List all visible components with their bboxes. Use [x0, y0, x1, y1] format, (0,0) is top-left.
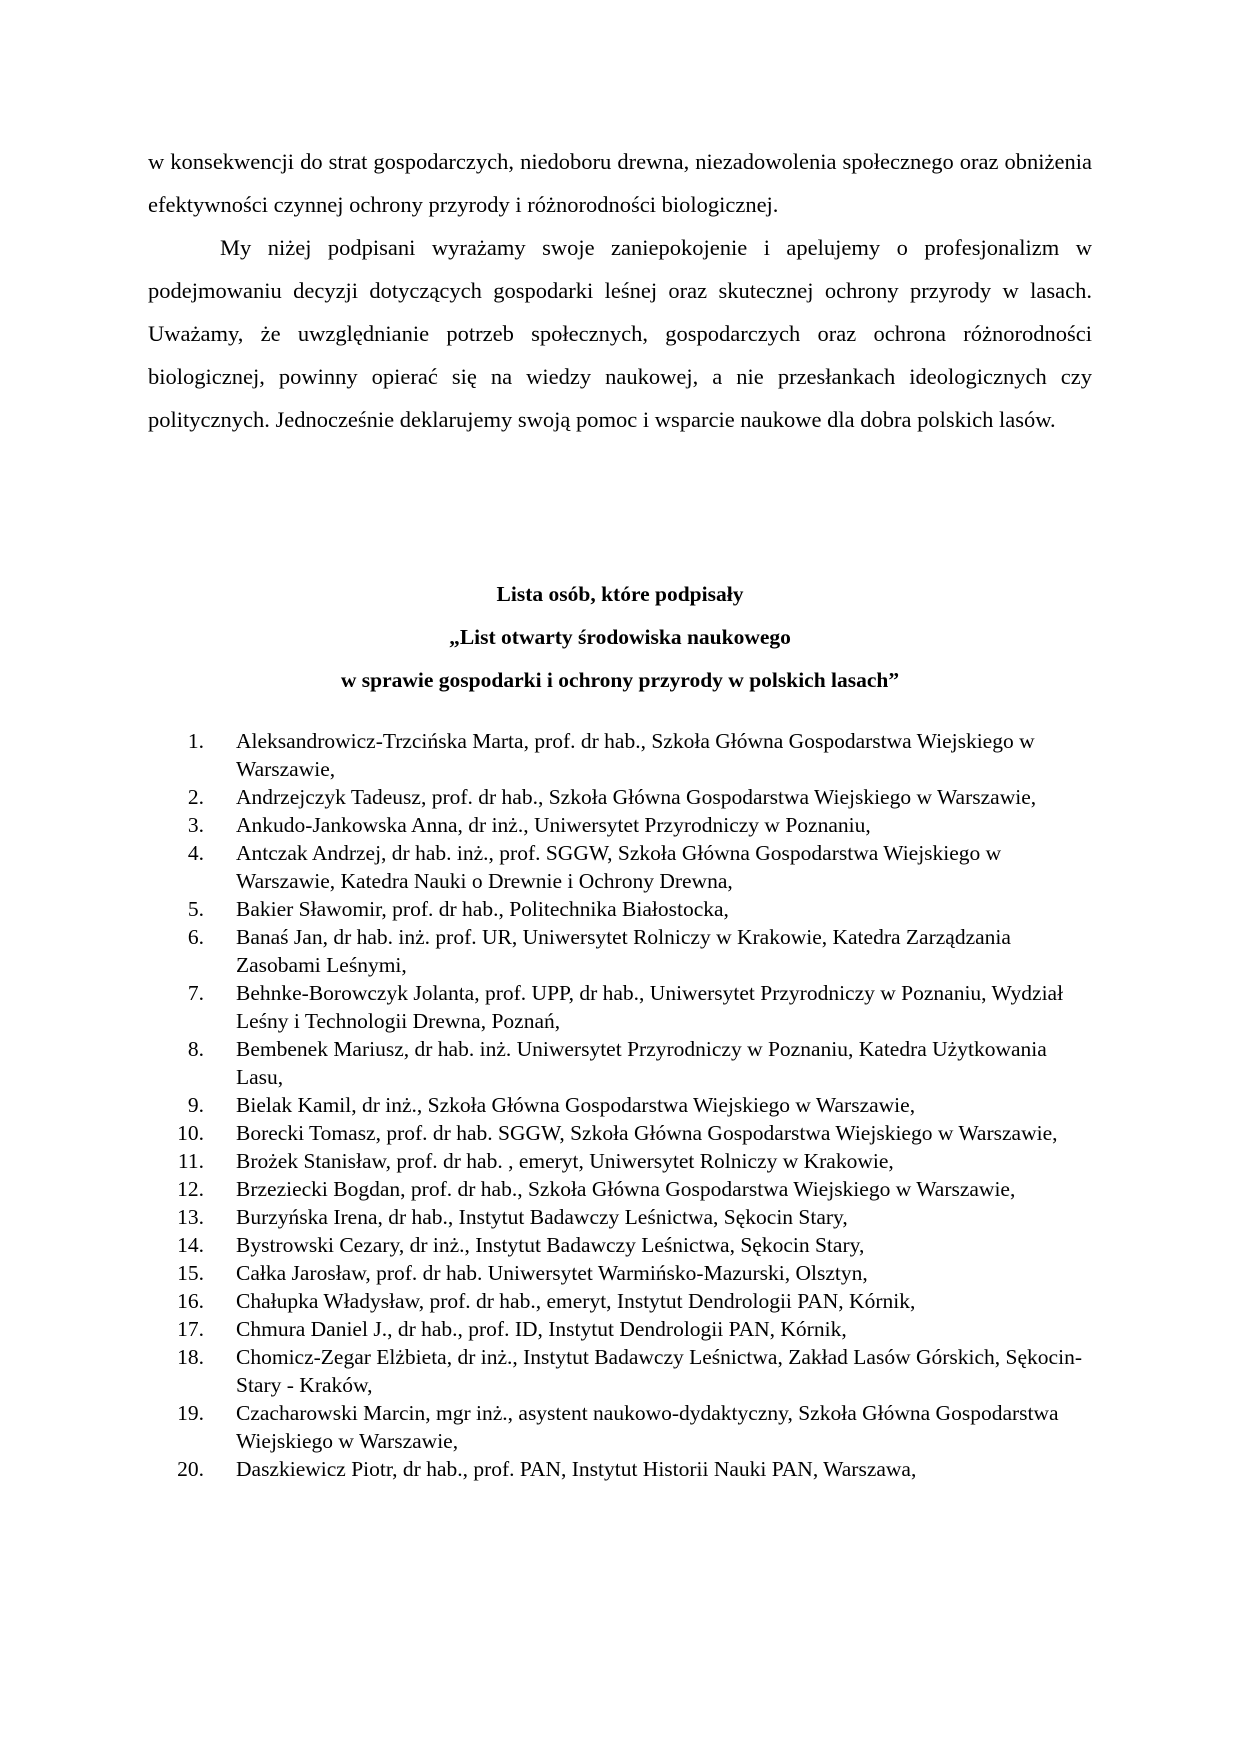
list-item-number: 3. [187, 813, 204, 837]
list-item-number: 6. [187, 925, 204, 949]
list-item-text: Bembenek Mariusz, dr hab. inż. Uniwersytet Przyrodniczy w Poznaniu, Katedra Użytkowania Lasu, [236, 1037, 1047, 1089]
list-item-number: 11. [177, 1149, 204, 1173]
list-item-number: 12. [177, 1177, 204, 1201]
list-item-text: Bielak Kamil, dr inż., Szkoła Główna Gospodarstwa Wiejskiego w Warszawie, [236, 1093, 916, 1117]
list-item [148, 923, 1098, 979]
list-item-text: Andrzejczyk Tadeusz, prof. dr hab., Szkoła Główna Gospodarstwa Wiejskiego w Warszawie, [236, 785, 1037, 809]
list-item-text: Ankudo-Jankowska Anna, dr inż., Uniwersytet Przyrodniczy w Poznaniu, [236, 813, 871, 837]
list-item-text: Chomicz-Zegar Elżbieta, dr inż., Instytut Badawczy Leśnictwa, Zakład Lasów Górskich, Sękocin-Stary - Kraków, [236, 1345, 1082, 1397]
heading-line-1: Lista osób, które podpisały [496, 582, 744, 606]
list-item [148, 1399, 1098, 1455]
list-item-number: 20. [177, 1457, 204, 1481]
list-item-number: 15. [177, 1261, 204, 1285]
list-item [148, 1175, 1098, 1203]
list-item [148, 1231, 1098, 1259]
list-item-number: 16. [177, 1289, 204, 1313]
list-item-text: Behnke-Borowczyk Jolanta, prof. UPP, dr hab., Uniwersytet Przyrodniczy w Poznaniu, Wydział Leśny i Technologii Drewna, Poznań, [236, 981, 1064, 1033]
list-item-number: 19. [177, 1401, 204, 1425]
list-item [148, 811, 1098, 839]
list-item [148, 1287, 1098, 1315]
list-item-number: 2. [187, 785, 204, 809]
list-item-number: 14. [177, 1233, 204, 1257]
list-item-text: Banaś Jan, dr hab. inż. prof. UR, Uniwersytet Rolniczy w Krakowie, Katedra Zarządzania Zasobami Leśnymi, [236, 925, 1011, 977]
letter-body [148, 140, 1092, 441]
list-item [148, 1119, 1098, 1147]
body-paragraph-1: w konsekwencji do strat gospodarczych, niedoboru drewna, niezadowolenia społecznego oraz obniżenia efektywności czynnej ochrony przyrody i różnorodności biologicznej. [148, 149, 1092, 217]
list-item [148, 979, 1098, 1035]
list-item [148, 895, 1098, 923]
list-item-text: Daszkiewicz Piotr, dr hab., prof. PAN, Instytut Historii Nauki PAN, Warszawa, [236, 1457, 917, 1481]
list-item-number: 5. [187, 897, 204, 921]
list-item-text: Chałupka Władysław, prof. dr hab., emeryt, Instytut Dendrologii PAN, Kórnik, [236, 1289, 916, 1313]
list-item [148, 1091, 1098, 1119]
list-item [148, 1147, 1098, 1175]
list-item-number: 7. [187, 981, 204, 1005]
list-item-number: 13. [177, 1205, 204, 1229]
list-item-text: Borecki Tomasz, prof. dr hab. SGGW, Szkoła Główna Gospodarstwa Wiejskiego w Warszawie, [236, 1121, 1058, 1145]
body-paragraph-2: My niżej podpisani wyrażamy swoje zaniepokojenie i apelujemy o profesjonalizm w podejmowaniu decyzji dotyczących gospodarki leśnej oraz skutecznej ochrony przyrody w lasach. Uważamy, że uwzględnianie potrzeb społecznych, gospodarczych oraz ochrona różnorodności biologicznej, powinny opierać się na wiedzy naukowej, a nie przesłankach ideologicznych czy politycznych. Jednocześnie deklarujemy swoją pomoc i wsparcie naukowe dla dobra polskich lasów. [148, 235, 1092, 432]
signers-list [148, 727, 1098, 1483]
heading-line-3: w sprawie gospodarki i ochrony przyrody w polskich lasach” [340, 668, 900, 692]
list-item [148, 783, 1098, 811]
list-item [148, 727, 1098, 783]
list-item-text: Całka Jarosław, prof. dr hab. Uniwersytet Warmińsko-Mazurski, Olsztyn, [236, 1261, 868, 1285]
list-item-number: 8. [187, 1037, 204, 1061]
list-item-text: Brzeziecki Bogdan, prof. dr hab., Szkoła Główna Gospodarstwa Wiejskiego w Warszawie, [236, 1177, 1016, 1201]
list-item [148, 839, 1098, 895]
list-item-text: Antczak Andrzej, dr hab. inż., prof. SGGW, Szkoła Główna Gospodarstwa Wiejskiego w Warszawie, Katedra Nauki o Drewnie i Ochrony Drewna, [236, 841, 1002, 893]
list-item-number: 10. [177, 1121, 204, 1145]
list-item [148, 1343, 1098, 1399]
list-item [148, 1259, 1098, 1287]
list-item-number: 9. [187, 1093, 204, 1117]
list-item [148, 1035, 1098, 1091]
list-item [148, 1203, 1098, 1231]
list-item-text: Brożek Stanisław, prof. dr hab. , emeryt, Uniwersytet Rolniczy w Krakowie, [236, 1149, 894, 1173]
list-item-text: Bakier Sławomir, prof. dr hab., Politechnika Białostocka, [236, 897, 729, 921]
list-item [148, 1455, 1098, 1483]
list-item-number: 17. [177, 1317, 204, 1341]
list-item-number: 18. [177, 1345, 204, 1369]
list-item-text: Chmura Daniel J., dr hab., prof. ID, Instytut Dendrologii PAN, Kórnik, [236, 1317, 847, 1341]
list-item-text: Aleksandrowicz-Trzcińska Marta, prof. dr hab., Szkoła Główna Gospodarstwa Wiejskiego w Warszawie, [236, 729, 1035, 781]
list-item-text: Bystrowski Cezary, dr inż., Instytut Badawczy Leśnictwa, Sękocin Stary, [236, 1233, 865, 1257]
list-item-number: 1. [187, 729, 204, 753]
heading-line-2: „List otwarty środowiska naukowego [449, 625, 791, 649]
list-item-text: Burzyńska Irena, dr hab., Instytut Badawczy Leśnictwa, Sękocin Stary, [236, 1205, 848, 1229]
signers-heading [148, 573, 1092, 702]
list-item [148, 1315, 1098, 1343]
list-item-text: Czacharowski Marcin, mgr inż., asystent naukowo-dydaktyczny, Szkoła Główna Gospodarstwa Wiejskiego w Warszawie, [236, 1401, 1059, 1453]
list-item-number: 4. [187, 841, 204, 865]
